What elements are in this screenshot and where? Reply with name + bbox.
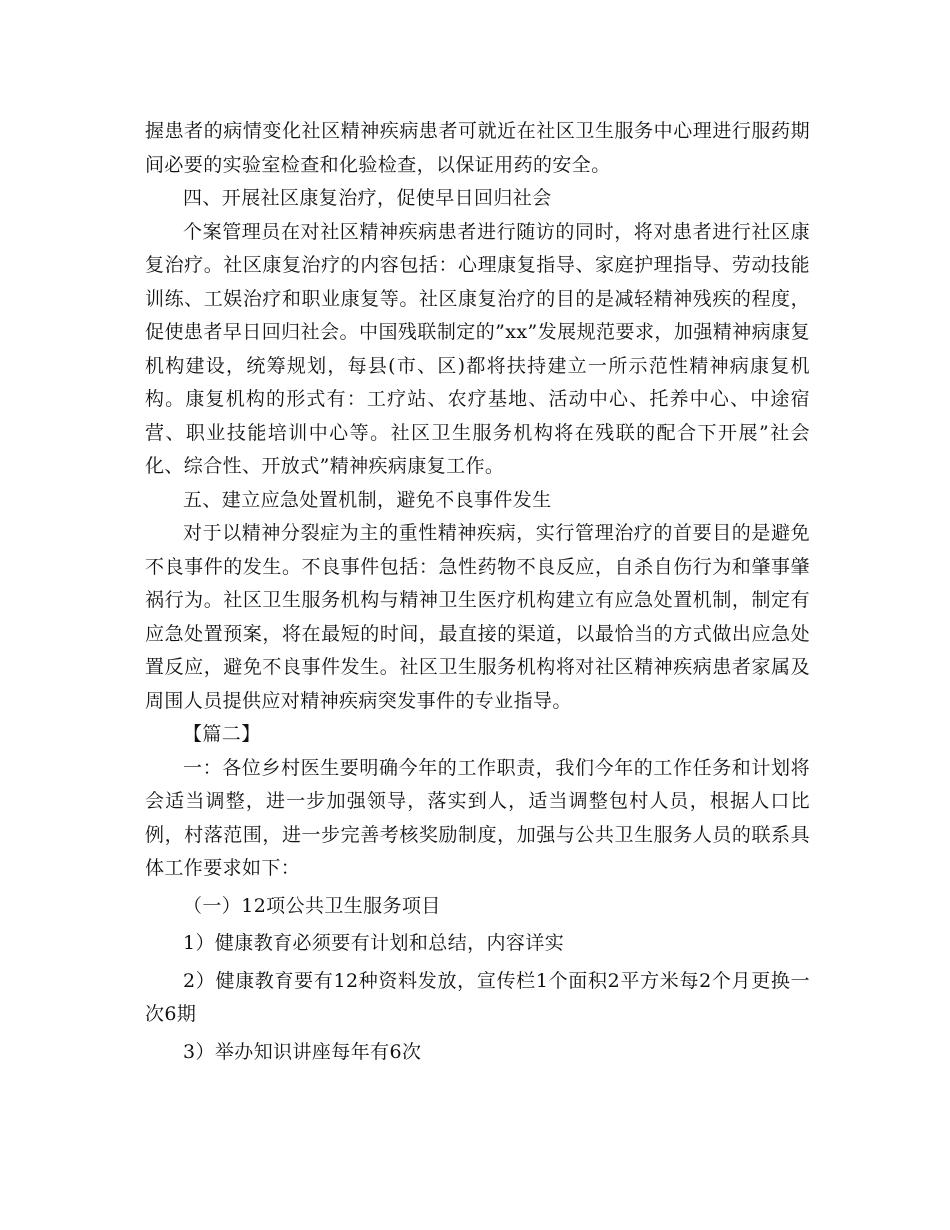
list-item-2: 2）健康教育要有12种资料发放，宣传栏1个面积2平方米每2个月更换一次6期 <box>145 969 810 1025</box>
paragraph-emergency: 对于以精神分裂症为主的重性精神疾病，实行管理治疗的首要目的是避免不良事件的发生。不良事件包括：急性药物不良反应，自杀自伤行为和肇事肇祸行为。社区卫生服务机构与精神卫生医疗机构建立有应急处置机制，制定有应急处置预案，将在最短的时间，最直接的渠道，以最恰当的方式做出应急处置反应，避免不良事件发生。社区卫生服务机构将对社区精神疾病患者家属及周围人员提供应对精神疾病突发事件的专业指导。 <box>145 522 810 712</box>
subsection-heading-services: （一）12项公共卫生服务项目 <box>183 894 441 917</box>
document-body <box>145 115 810 1069</box>
list-item-3: 3）举办知识讲座每年有6次 <box>183 1040 422 1063</box>
list-item-1: 1）健康教育必须要有计划和总结，内容详实 <box>183 932 565 954</box>
section-heading-five: 五、建立应急处置机制，避免不良事件发生 <box>183 488 552 511</box>
paragraph-rehabilitation: 个案管理员在对社区精神疾病患者进行随访的同时，将对患者进行社区康复治疗。社区康复治疗的内容包括：心理康复指导、家庭护理指导、劳动技能训练、工娱治疗和职业康复等。社区康复治疗的目的是减轻精神残疾的程度，促使患者早日回归社会。中国残联制定的”xx”发展规范要求，加强精神病康复机构建设，统筹规划，每县(市、区)都将扶持建立一所示范性精神病康复机构。康复机构的形式有：工疗站、农疗基地、活动中心、托养中心、中途宿营、职业技能培训中心等。社区卫生服务机构将在残联的配合下开展”社会化、综合性、开放式”精神疾病康复工作。 <box>145 220 810 477</box>
part-two-heading: 【篇二】 <box>183 723 261 745</box>
paragraph-continuation: 握患者的病情变化社区精神疾病患者可就近在社区卫生服务中心理进行服药期间必要的实验室检查和化验检查，以保证用药的安全。 <box>145 120 810 176</box>
section-heading-four: 四、开展社区康复治疗，促使早日回归社会 <box>183 187 552 209</box>
paragraph-village-doctors: 一：各位乡村医生要明确今年的工作职责，我们今年的工作任务和计划将会适当调整，进一步加强领导，落实到人，适当调整包村人员，根据人口比例，村落范围，进一步完善考核奖励制度，加强与公共卫生服务人员的联系具体工作要求如下： <box>145 756 810 879</box>
